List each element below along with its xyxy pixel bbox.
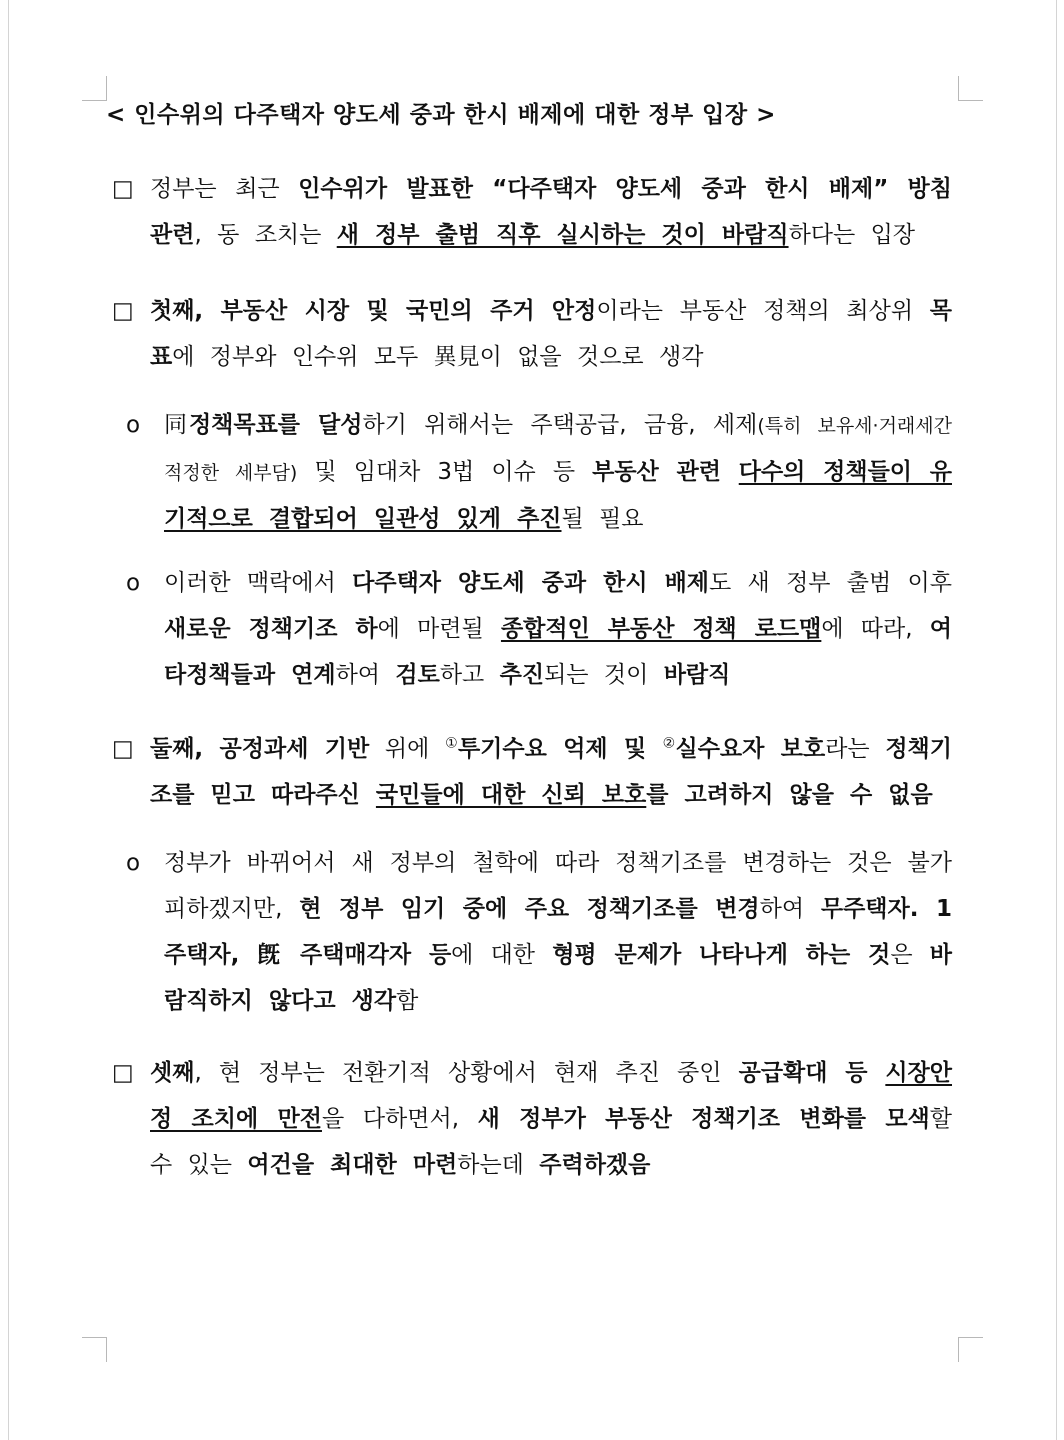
section-2	[112, 288, 952, 380]
crop-mark-top-right	[958, 76, 983, 101]
section-1	[112, 166, 952, 258]
section-2-point-2-text: 이러한 맥락에서 다주택자 양도세 중과 한시 배제도 새 정부 출범 이후 새로운 정책기조 하에 마련될 종합적인 부동산 정책 로드맵에 따라, 여타정책들과 연계하여 검토하고 추진되는 것이 바람직	[164, 570, 953, 688]
square-bullet: □	[112, 298, 134, 324]
crop-mark-top-left	[82, 76, 107, 101]
circle-bullet: ο	[126, 412, 141, 438]
section-2-point-1	[126, 402, 952, 542]
page-left-edge	[8, 0, 9, 1440]
section-2-point-1-text: 同정책목표를 달성하기 위해서는 주택공급, 금융, 세제(특히 보유세·거래세간 적정한 세부담) 및 임대차 3법 이슈 등 부동산 관련 다수의 정책들이 유기적으로 결합되어 일관성 있게 추진될 필요	[164, 412, 952, 532]
section-1-text: 정부는 최근 인수위가 발표한 “다주택자 양도세 중과 한시 배제” 방침 관련, 동 조치는 새 정부 출범 직후 실시하는 것이 바람직하다는 입장	[150, 176, 952, 248]
square-bullet: □	[112, 736, 134, 762]
circle-bullet: ο	[126, 850, 141, 876]
section-3	[112, 726, 952, 818]
section-2-point-2	[126, 560, 952, 698]
section-3-text: 둘째, 공정과세 기반 위에 ①투기수요 억제 및 ②실수요자 보호라는 정책기조를 믿고 따라주신 국민들에 대한 신뢰 보호를 고려하지 않을 수 없음	[150, 735, 952, 808]
circle-bullet: ο	[126, 570, 141, 596]
square-bullet: □	[112, 1060, 134, 1086]
section-3-point-1-text: 정부가 바뀌어서 새 정부의 철학에 따라 정책기조를 변경하는 것은 불가피하겠지만, 현 정부 임기 중에 주요 정책기조를 변경하여 무주택자. 1주택자, 旣 주택매각자 등에 대한 형평 문제가 나타나게 하는 것은 바람직하지 않다고 생각함	[164, 850, 952, 1014]
crop-mark-bottom-right	[958, 1337, 983, 1362]
section-4-text: 셋째, 현 정부는 전환기적 상황에서 현재 추진 중인 공급확대 등 시장안정 조치에 만전을 다하면서, 새 정부가 부동산 정책기조 변화를 모색할 수 있는 여건을 최대한 마련하는데 주력하겠음	[150, 1060, 952, 1178]
section-2-text: 첫째, 부동산 시장 및 국민의 주거 안정이라는 부동산 정책의 최상위 목표에 정부와 인수위 모두 異見이 없을 것으로 생각	[150, 298, 952, 370]
square-bullet: □	[112, 176, 134, 202]
section-4	[112, 1050, 952, 1188]
page-right-edge	[1056, 0, 1057, 1440]
section-3-point-1	[126, 840, 952, 1024]
crop-mark-bottom-left	[82, 1337, 107, 1362]
document-title: < 인수위의 다주택자 양도세 중과 한시 배제에 대한 정부 입장 >	[106, 102, 776, 128]
